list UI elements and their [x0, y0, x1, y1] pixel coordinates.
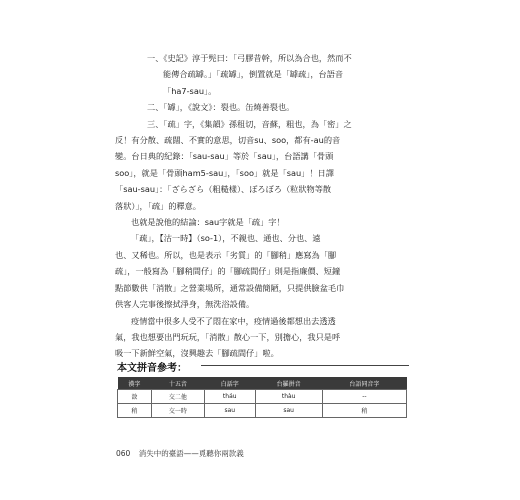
text-line: 二、「罅」，《說文》：裂也。缶燒善裂也。: [147, 102, 295, 113]
column-header: 白話字: [205, 377, 256, 390]
text-line: 氣，我也想要出門玩玩，「消散」散心一下，別擔心，我只是呼: [115, 331, 341, 342]
text-line: 也、又稀也。所以，也是表示「劣質」的「腳稍」應寫為「腳: [115, 249, 337, 260]
text-line: 「ha7-sau」。: [163, 85, 217, 96]
table-header-row: [118, 377, 407, 390]
text-line: 能傳合疏罅。」「疏罅」，倒置就是「罅疏」，台語音: [163, 69, 344, 80]
text-line: 「疏」，【沽一時】（so-1），不親也、通也、分也、遠: [131, 233, 321, 244]
text-line: 疫情當中很多人受不了悶在家中，疫情過後都想出去透透: [131, 315, 336, 326]
text-line: 吸一下新鮮空氣，沒興趣去「腳疏間仔」啦。: [115, 348, 279, 359]
text-line: 落狀）」，「疏」的釋意。: [115, 200, 201, 211]
table-cell: tháu: [205, 390, 256, 404]
table-cell: 稍: [118, 404, 152, 418]
table-cell: 稍: [322, 404, 406, 418]
table-row: [118, 390, 407, 404]
table-cell: sau: [255, 404, 322, 418]
text-line: 一、《史記》淳于髡曰：「弓膠昔幹，所以為合也，然而不: [147, 53, 352, 63]
table-cell: thàu: [255, 390, 322, 404]
page-footer: [116, 448, 244, 459]
text-line: 也就是說他的結論：sau字就是「疏」字！: [131, 217, 285, 228]
table-row: [118, 404, 407, 418]
body-text: [115, 50, 415, 362]
column-header: 漢字: [118, 377, 152, 390]
column-header: 台語同音字: [322, 377, 406, 390]
section-divider: [201, 365, 409, 366]
table-cell: sau: [205, 404, 256, 418]
book-title: 消失中的臺語——覓聽你兩款義: [138, 449, 244, 458]
text-line: 三、「疏」字，《集韻》孫租切，音蘇，粗也，為「密」之: [147, 118, 352, 129]
text-line: 反！有分散、疏闊、不實的意思，切音su、soo，都有-au的音: [115, 135, 341, 146]
table-cell: --: [322, 390, 406, 404]
text-line: 變。台日典的紀錄：「sau-sau」等於「sau」，台語講「骨頭: [115, 151, 334, 162]
table-cell: 交二他: [151, 390, 204, 404]
table-cell: 交一時: [151, 404, 204, 418]
page-number: 060: [116, 449, 131, 458]
section-title: 本文拼音參考：: [117, 363, 187, 374]
pinyin-table: [117, 377, 407, 418]
text-line: soo」，就是「骨頭ham5-sau」，「soo」就是「sau」！日譯: [115, 167, 334, 178]
text-line: 疏」，一般寫為「腳稍間仔」的「腳疏間仔」則是指廉價、短鐘: [115, 266, 341, 277]
column-header: 十五音: [151, 377, 204, 390]
text-line: 點節數供「消散」之營業場所，通常設備簡陋，只提供臉盆毛巾: [115, 282, 345, 293]
text-line: 「sau-sau」：「ざらざら（粗糙樣）、ぼろぼろ（粒狀物等散: [115, 184, 332, 195]
table-cell: 敨: [118, 390, 152, 404]
column-header: 台羅拼音: [255, 377, 322, 390]
section-header: [117, 356, 409, 374]
text-line: 供客人完事後擦拭淨身，無洗浴設備。: [115, 299, 255, 310]
